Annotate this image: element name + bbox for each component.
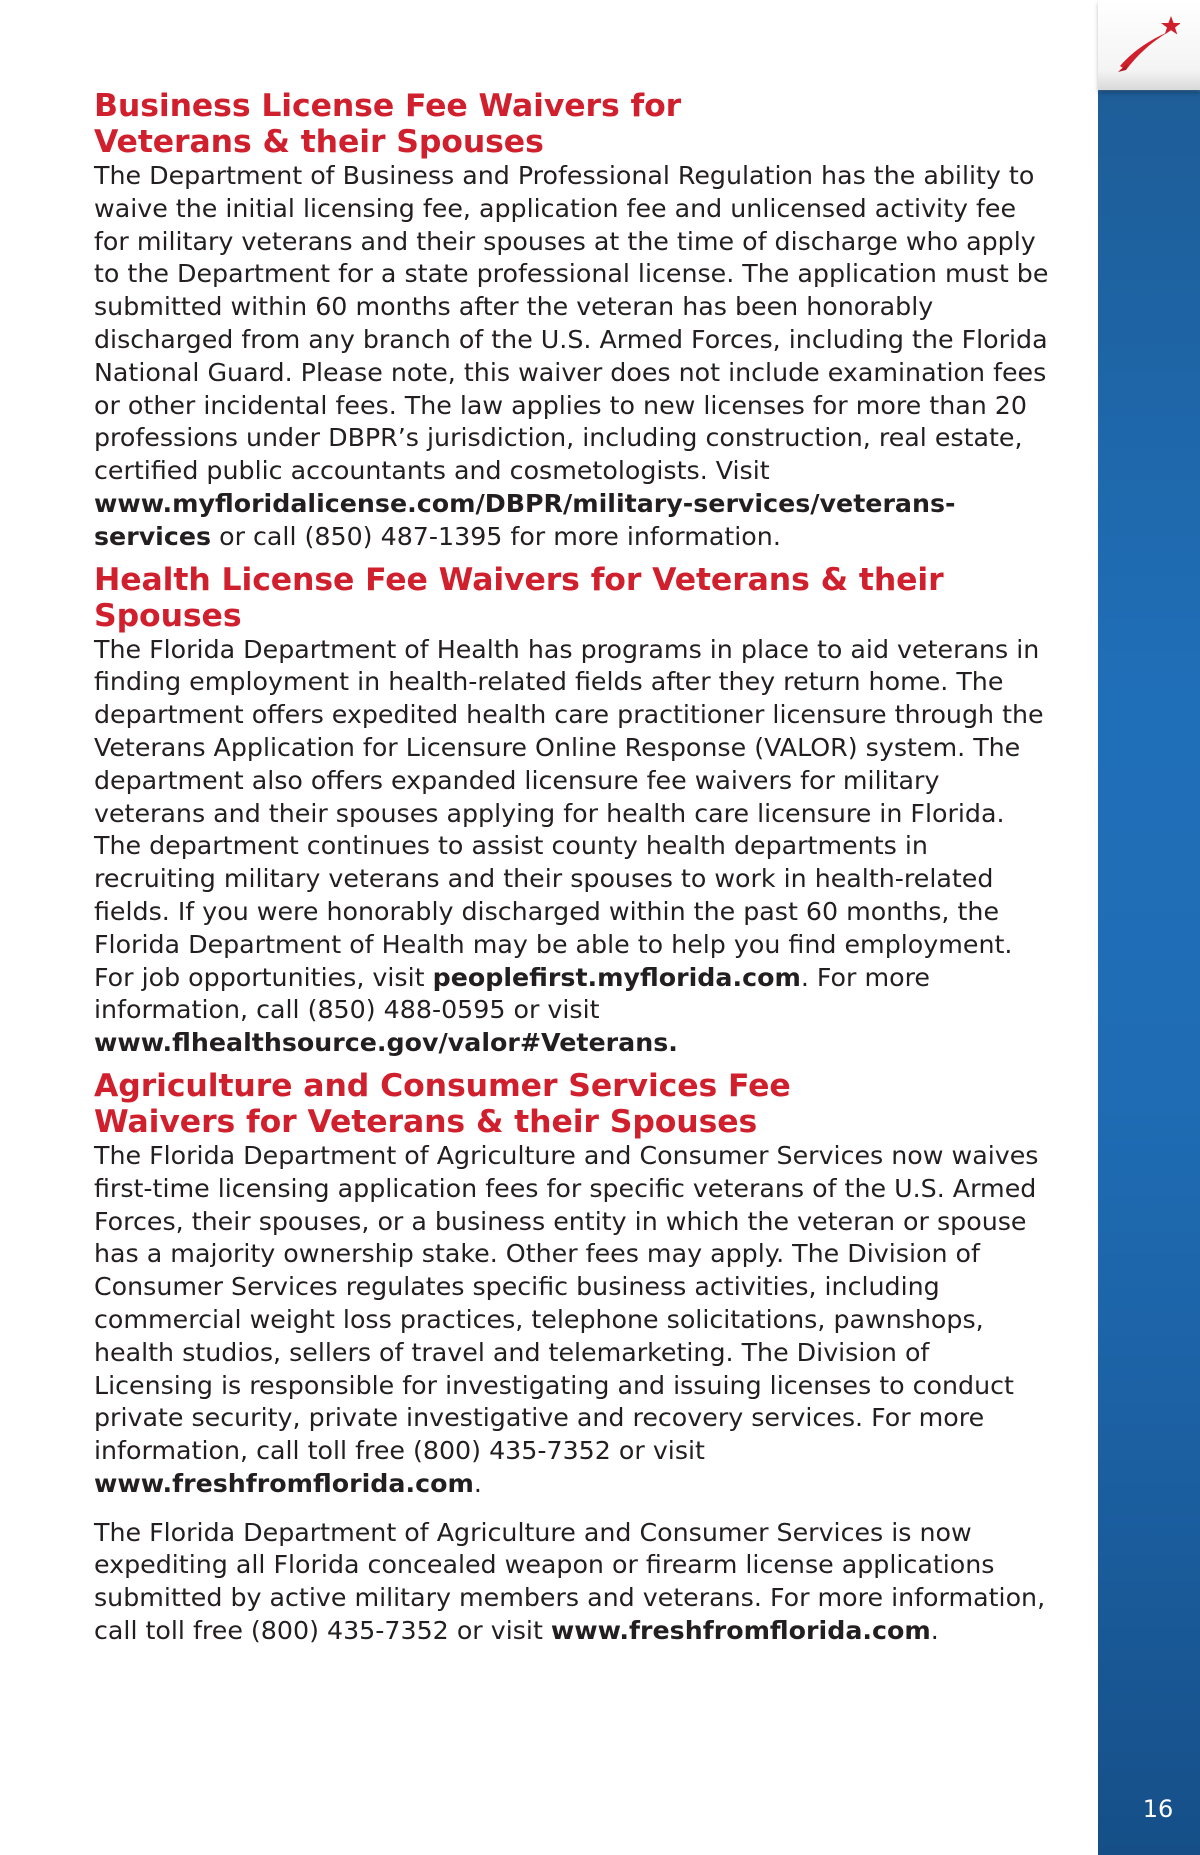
paragraph-text: or call (850) 487-1395 for more information. (211, 521, 781, 551)
paragraph-text: The Florida Department of Agriculture and Consumer Services is now expediting all Florida concealed weapon or firearm license applications submitted by active military members and veterans. For more information, call toll free (800) 435-7352 or visit (94, 1517, 1046, 1646)
dbpr-link[interactable]: www.myfloridalicense.com/​DBPR/military-services/veterans-services (94, 488, 956, 551)
shooting-star-icon (1116, 14, 1180, 76)
page-content (94, 88, 1054, 1648)
health-license-paragraph (94, 634, 1054, 1060)
heading-line: Business License Fee Waivers for (94, 88, 682, 124)
paragraph-text: . (930, 1616, 939, 1646)
concealed-weapon-paragraph (94, 1517, 1054, 1648)
agriculture-heading (94, 1068, 1054, 1140)
business-license-paragraph (94, 160, 1054, 554)
paragraph-text: . For more information, call (850) 488-0595 or visit (94, 962, 930, 1025)
freshfromflorida-link[interactable]: www.freshfromflorida.com (550, 1616, 931, 1646)
freshfromflorida-link[interactable]: www.freshfromflorida.com (94, 1468, 474, 1498)
paragraph-text: The Florida Department of Agriculture and Consumer Services now waives first-time licensing application fees for specific veterans of the U.S. Armed Forces, their spouses, or a business entity in which the veteran or spouse has a majority ownership stake. Other fees may apply. The Division of Consumer Services regulates specific business activities, including commercial weight loss practices, telephone solicitations, pawnshops, health studios, sellers of travel and telemarketing. The Division of Licensing is responsible for investigating and issuing licenses to conduct private security, private investigative and recovery services. For more information, call toll free (800) 435-7352 or visit (94, 1140, 1039, 1466)
heading-line: Waivers for Veterans & their Spouses (94, 1103, 758, 1140)
agriculture-paragraph (94, 1140, 1054, 1501)
heading-line: Health License Fee Waivers for Veterans & their Spouses (94, 561, 944, 634)
page-number: 16 (1142, 1795, 1174, 1823)
right-sidebar-band (1098, 0, 1200, 1855)
business-license-heading (94, 88, 1054, 160)
health-license-heading (94, 562, 1054, 634)
paragraph-text: The Florida Department of Health has programs in place to aid veterans in finding employment in health-related fields after they return home. The department offers expedited health care practitioner licensure through the Veterans Application for Licensure Online Response (VALOR) system. The department also offers expanded licensure fee waivers for military veterans and their spouses applying for health care licensure in Florida. The department continues to assist county health departments in recruiting military veterans and their spouses to work in health-related fields. If you were honorably discharged within the past 60 months, the Florida Department of Health may be able to help you find employment. For job opportunities, visit (94, 634, 1044, 992)
peoplefirst-link[interactable]: peoplefirst.myflorida.com (432, 962, 801, 992)
paragraph-text: . (473, 1468, 482, 1498)
flhealthsource-link[interactable]: www.flhealthsource.gov/valor#Veterans. (94, 1028, 678, 1058)
paragraph-text: The Department of Business and Professional Regulation has the ability to waive the initial licensing fee, application fee and unlicensed activity fee for military veterans and their spouses at the time of discharge who apply to the Department for a state professional license. The application must be submitted within 60 months after the veteran has been honorably discharged from any branch of the U.S. Armed Forces, including the Florida National Guard. Please note, this waiver does not include examination fees or other incidental fees. The law applies to new licenses for more than 20 professions under DBPR’s jurisdiction, including construction, real estate, certified public accountants and cosmetologists. Visit (94, 161, 1049, 486)
heading-line: Agriculture and Consumer Services Fee (94, 1067, 791, 1104)
heading-line: Veterans & their Spouses (94, 124, 544, 160)
